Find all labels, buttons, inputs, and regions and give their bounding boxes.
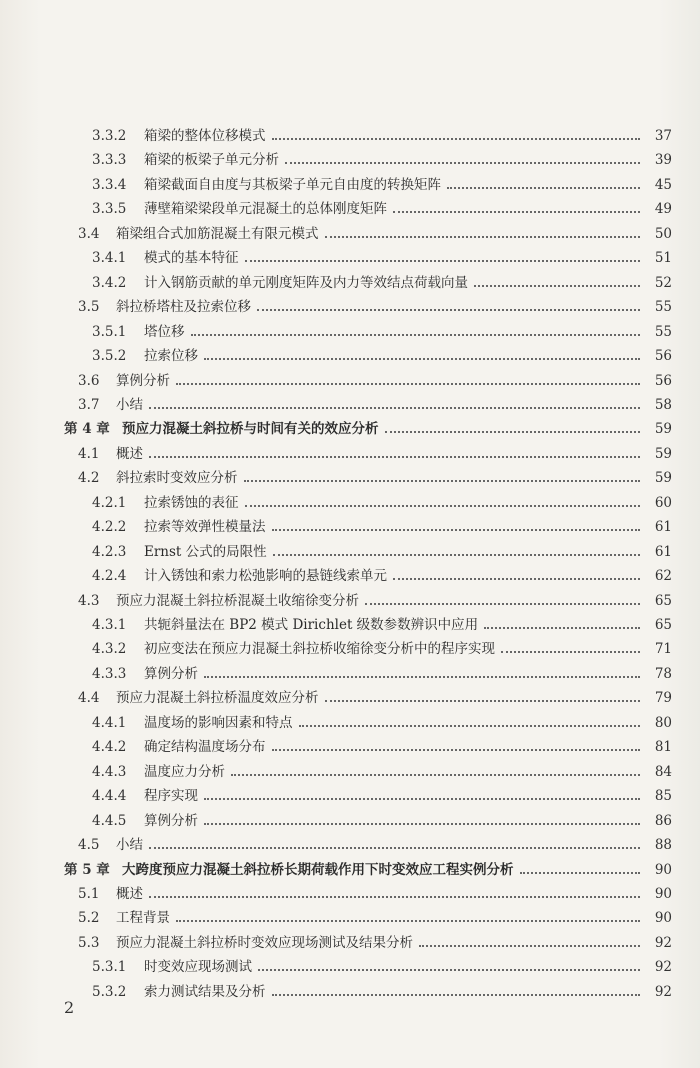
toc-entry	[92, 121, 672, 145]
toc-entry	[92, 634, 672, 658]
toc-entry-number: 3.4.2	[92, 274, 127, 291]
toc-entry	[78, 928, 672, 952]
toc-entry-page: 79	[654, 690, 672, 707]
toc-entry-page: 85	[654, 788, 672, 805]
dot-leader	[231, 774, 640, 776]
toc-entry-page: 90	[654, 910, 672, 927]
dot-leader	[245, 260, 641, 262]
toc-entry-page: 78	[654, 665, 672, 682]
toc-entry-number: 3.3.4	[92, 176, 127, 193]
dot-leader	[272, 994, 641, 996]
toc-entry	[92, 317, 672, 341]
dot-leader	[393, 211, 640, 213]
toc-entry-number: 5.3.2	[92, 983, 127, 1000]
toc-entry-title: 箱梁组合式加筋混凝土有限元模式	[116, 225, 319, 242]
toc-entry	[92, 488, 672, 512]
toc-entry-page: 56	[654, 348, 672, 365]
toc-entry-title: 塔位移	[144, 323, 185, 340]
toc-entry-title: 预应力混凝土斜拉桥时变效应现场测试及结果分析	[116, 934, 413, 951]
toc-entry-number: 4.2	[78, 470, 100, 487]
toc-entry	[78, 830, 672, 854]
toc-entry-title: 计入钢筋贡献的单元刚度矩阵及内力等效结点荷载向量	[144, 274, 468, 291]
dot-leader	[272, 529, 641, 531]
toc-entry	[92, 512, 672, 536]
toc-entry-number: 5.3.1	[92, 959, 127, 976]
toc-entry-number: 5.3	[78, 934, 100, 951]
toc-entry-page: 65	[654, 592, 672, 609]
dot-leader	[299, 725, 641, 727]
toc-entry-number: 4.3.1	[92, 617, 127, 633]
toc-entry	[92, 561, 672, 585]
dot-leader	[204, 823, 640, 825]
toc-entry-title: 时变效应现场测试	[144, 959, 252, 976]
toc-entry	[92, 341, 672, 365]
toc-entry	[92, 732, 672, 756]
dot-leader	[258, 969, 640, 971]
toc-entry-number: 3.4.1	[92, 250, 127, 267]
toc-entry-title: 概述	[116, 445, 143, 462]
toc-entry-number: 4.4.5	[92, 812, 127, 829]
toc-entry	[92, 757, 672, 781]
dot-leader	[204, 798, 640, 800]
toc-entry	[92, 194, 672, 218]
toc-entry-title: 斜拉索时变效应分析	[116, 470, 238, 487]
toc-entry-page: 37	[654, 128, 672, 144]
toc-entry-number: 3.3.5	[92, 201, 127, 218]
dot-leader	[365, 603, 640, 605]
dot-leader	[149, 407, 640, 409]
dot-leader	[385, 431, 641, 433]
toc-entry-page: 52	[654, 274, 672, 291]
toc-entry-title: 算例分析	[144, 665, 198, 682]
toc-entry-page: 59	[654, 421, 672, 438]
toc-entry	[78, 390, 672, 414]
toc-entry	[78, 219, 672, 243]
toc-entry	[78, 879, 672, 903]
toc-entry-number: 4.1	[78, 445, 100, 462]
toc-entry	[78, 366, 672, 390]
toc-entry	[78, 439, 672, 463]
toc-entry-title: 工程背景	[116, 910, 170, 927]
toc-entry-title: 小结	[116, 396, 143, 413]
toc-entry-page: 81	[654, 739, 672, 756]
toc-entry	[92, 708, 672, 732]
toc-entry-title: 程序实现	[144, 788, 198, 805]
toc-entry-number: 4.5	[78, 837, 100, 854]
toc-entry	[92, 806, 672, 830]
toc-entry-page: 51	[654, 250, 672, 267]
toc-entry-title: 温度应力分析	[144, 763, 225, 780]
toc-entry-page: 92	[654, 983, 672, 1000]
toc-entry-title: 拉索等效弹性模量法	[144, 519, 266, 536]
toc-entry-page: 55	[654, 323, 672, 340]
dot-leader	[244, 480, 641, 482]
toc-entry-page: 84	[654, 763, 672, 780]
dot-leader	[191, 334, 641, 336]
dot-leader	[149, 847, 640, 849]
toc-entry-page: 71	[654, 641, 672, 658]
toc-entry-page: 80	[654, 714, 672, 731]
toc-entry	[92, 952, 672, 976]
dot-leader	[176, 920, 640, 922]
toc-entry-title: Ernst 公式的局限性	[144, 543, 267, 560]
dot-leader	[149, 456, 640, 458]
toc-entry-page: 88	[654, 837, 672, 854]
toc-entry-title: 小结	[116, 837, 143, 854]
toc-entry	[92, 170, 672, 194]
toc-entry-number: 3.7	[78, 396, 100, 413]
toc-entry-number: 3.3.2	[92, 128, 127, 144]
toc-entry-title: 算例分析	[116, 372, 170, 389]
toc-entry-number: 4.3	[78, 592, 100, 609]
toc-entry-page: 90	[654, 861, 672, 878]
toc-entry	[92, 781, 672, 805]
toc-entry-number: 4.2.4	[92, 568, 127, 585]
dot-leader	[273, 554, 640, 556]
toc-entry-page: 55	[654, 299, 672, 316]
toc-entry-title: 箱梁的整体位移模式	[144, 128, 266, 144]
toc-entry	[78, 683, 672, 707]
toc-entry-page: 92	[654, 959, 672, 976]
toc-entry-title: 薄壁箱梁梁段单元混凝土的总体刚度矩阵	[144, 201, 387, 218]
toc-entry-title: 温度场的影响因素和特点	[144, 714, 293, 731]
toc-entry	[92, 610, 672, 634]
toc-entry	[64, 414, 672, 438]
toc-entry-number: 4.2.1	[92, 494, 127, 511]
toc-entry-title: 斜拉桥塔柱及拉索位移	[116, 299, 251, 316]
toc-entry	[92, 659, 672, 683]
toc-entry	[92, 268, 672, 292]
toc-entry-number: 4.2.3	[92, 543, 127, 560]
toc-entry	[78, 463, 672, 487]
toc-entry-number: 3.5	[78, 299, 100, 316]
dot-leader	[272, 749, 641, 751]
toc-entry-number: 3.4	[78, 225, 100, 242]
toc-entry-page: 65	[654, 617, 672, 633]
toc-entry-title: 概述	[116, 885, 143, 902]
toc-entry-title: 算例分析	[144, 812, 198, 829]
dot-leader	[149, 896, 640, 898]
toc-entry-page: 59	[654, 470, 672, 487]
toc-entry-number: 第 4 章	[64, 421, 110, 438]
toc-entry-number: 第 5 章	[64, 861, 110, 878]
toc-entry-title: 大跨度预应力混凝土斜拉桥长期荷载作用下时变效应工程实例分析	[122, 861, 514, 878]
toc-entry-number: 4.3.3	[92, 665, 127, 682]
toc-entry-title: 初应变法在预应力混凝土斜拉桥收缩徐变分析中的程序实现	[144, 641, 495, 658]
dot-leader	[204, 676, 640, 678]
dot-leader	[484, 627, 640, 629]
dot-leader	[474, 285, 640, 287]
dot-leader	[325, 700, 641, 702]
dot-leader	[419, 945, 640, 947]
toc-entry-number: 3.6	[78, 372, 100, 389]
toc-entry-title: 箱梁截面自由度与其板梁子单元自由度的转换矩阵	[144, 176, 441, 193]
toc-entry-title: 确定结构温度场分布	[144, 739, 266, 756]
toc-entry-number: 5.2	[78, 910, 100, 927]
toc-entry-page: 45	[654, 176, 672, 193]
dot-leader	[176, 383, 640, 385]
toc-entry-number: 4.4.3	[92, 763, 127, 780]
dot-leader	[204, 358, 640, 360]
dot-leader	[245, 505, 641, 507]
toc-entry-title: 索力测试结果及分析	[144, 983, 266, 1000]
dot-leader	[257, 309, 640, 311]
toc-entry-page: 50	[654, 225, 672, 242]
toc-entry-number: 5.1	[78, 885, 100, 902]
toc-entry	[92, 977, 672, 1001]
toc-entry-title: 共轭斜量法在 BP2 模式 Dirichlet 级数参数辨识中应用	[144, 617, 479, 633]
dot-leader	[272, 138, 641, 140]
toc-entry-number: 3.5.2	[92, 348, 127, 365]
toc-entry-page: 39	[654, 152, 672, 169]
toc-entry	[78, 292, 672, 316]
toc-entry-number: 4.4.4	[92, 788, 127, 805]
dot-leader	[285, 162, 640, 164]
page-number: 2	[64, 998, 75, 1017]
toc-entry-title: 箱梁的板梁子单元分析	[144, 152, 279, 169]
toc-entry-page: 90	[654, 885, 672, 902]
toc-entry-page: 60	[654, 494, 672, 511]
toc-entry-title: 预应力混凝土斜拉桥混凝土收缩徐变分析	[116, 592, 359, 609]
toc-entry-page: 49	[654, 201, 672, 218]
toc-entry-page: 56	[654, 372, 672, 389]
toc-entry-title: 预应力混凝土斜拉桥与时间有关的效应分析	[122, 421, 379, 438]
toc-entry-number: 4.4	[78, 690, 100, 707]
toc-entry-title: 模式的基本特征	[144, 250, 239, 267]
toc-entry-page: 61	[654, 543, 672, 560]
toc-entry-number: 3.5.1	[92, 323, 127, 340]
toc-entry-page: 59	[654, 445, 672, 462]
toc-entry-title: 拉索锈蚀的表征	[144, 494, 239, 511]
dot-leader	[393, 578, 640, 580]
toc-entry-number: 4.2.2	[92, 519, 127, 536]
toc-entry	[78, 903, 672, 927]
toc-entry-page: 86	[654, 812, 672, 829]
toc-entry	[92, 537, 672, 561]
toc-entry-page: 92	[654, 934, 672, 951]
toc-entry-number: 4.4.2	[92, 739, 127, 756]
dot-leader	[501, 651, 640, 653]
toc-entry-number: 4.3.2	[92, 641, 127, 658]
toc-entry-page: 62	[654, 568, 672, 585]
toc-entry	[78, 586, 672, 610]
toc-entry-title: 拉索位移	[144, 348, 198, 365]
toc-entry	[92, 243, 672, 267]
toc-entry	[92, 145, 672, 169]
toc-entry	[64, 855, 672, 879]
toc-entry-page: 61	[654, 519, 672, 536]
dot-leader	[447, 187, 640, 189]
dot-leader	[520, 872, 641, 874]
toc-entry-page: 58	[654, 396, 672, 413]
toc-entry-number: 4.4.1	[92, 714, 127, 731]
toc-entry-number: 3.3.3	[92, 152, 127, 169]
dot-leader	[325, 236, 641, 238]
toc-entry-title: 预应力混凝土斜拉桥温度效应分析	[116, 690, 319, 707]
toc-entry-title: 计入锈蚀和索力松弛影响的悬链线索单元	[144, 568, 387, 585]
